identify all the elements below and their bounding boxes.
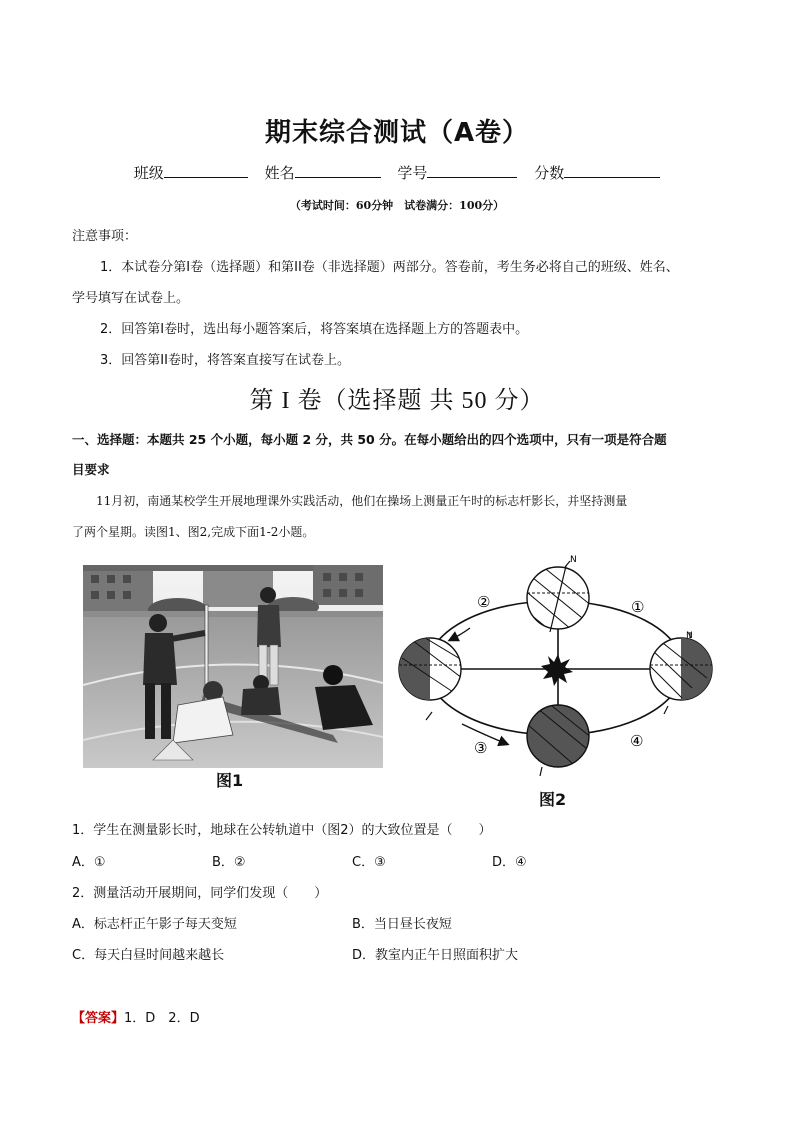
section-instruction-line2: 目要求 bbox=[72, 462, 110, 477]
figure-1-caption: 图1 bbox=[216, 771, 244, 790]
section-instruction bbox=[72, 425, 732, 485]
q1-option-b[interactable]: B．② bbox=[212, 855, 246, 870]
earth-position-left bbox=[399, 636, 462, 700]
answer-tag: 【答案】 bbox=[72, 1011, 125, 1026]
question-1-stem: 1．学生在测量影长时，地球在公转轨道中（图2）的大致位置是（ ） bbox=[72, 823, 492, 838]
q2-option-a[interactable]: A．标志杆正午影子每天变短 bbox=[72, 917, 237, 932]
earth-position-bottom bbox=[527, 705, 592, 776]
class-label: 班级 bbox=[133, 164, 164, 182]
question-material bbox=[72, 486, 732, 548]
name-label: 姓名 bbox=[264, 164, 295, 182]
note-item-2: 2．回答第I卷时，选出每小题答案后，将答案填在选择题上方的答题表中。 bbox=[100, 322, 529, 337]
orbit-label-2: ② bbox=[477, 593, 491, 611]
orbit-label-4: ④ bbox=[630, 732, 644, 750]
exam-meta: （考试时间：60分钟 试卷满分：100分） bbox=[289, 199, 505, 212]
class-field[interactable] bbox=[134, 162, 248, 183]
figure-1-photo bbox=[83, 565, 383, 768]
answer-line bbox=[72, 1007, 200, 1026]
orbit-label-3: ③ bbox=[474, 739, 488, 757]
q2-option-c[interactable]: C．每天白昼时间越来越长 bbox=[72, 948, 225, 963]
score-label: 分数 bbox=[534, 164, 565, 182]
q2-option-b[interactable]: B．当日昼长夜短 bbox=[352, 917, 452, 932]
figure-2-caption: 图2 bbox=[539, 790, 567, 809]
q1-option-c[interactable]: C．③ bbox=[352, 855, 386, 870]
material-line1: 11月初，南通某校学生开展地理课外实践活动，他们在操场上测量正午时的标志杆影长，并坚持测量 bbox=[96, 494, 628, 508]
q1-option-a[interactable]: A．① bbox=[72, 855, 106, 870]
exam-title: 期末综合测试（A卷） bbox=[264, 118, 530, 148]
sun-icon bbox=[541, 654, 573, 686]
student-info-row bbox=[0, 162, 794, 183]
q1-option-d[interactable]: D．④ bbox=[492, 855, 527, 870]
figure-2-orbit-diagram bbox=[392, 548, 722, 788]
name-field[interactable] bbox=[265, 162, 381, 183]
material-line2: 了两个星期。读图1、图2,完成下面1-2小题。 bbox=[72, 525, 315, 539]
question-2-stem: 2．测量活动开展期间，同学们发现（ ） bbox=[72, 886, 328, 901]
student-id-label: 学号 bbox=[397, 164, 428, 182]
note-item-3: 3．回答第II卷时，将答案直接写在试卷上。 bbox=[100, 353, 350, 368]
note-item-1: 1．本试卷分第I卷（选择题）和第II卷（非选择题）两部分。答卷前，考生务必将自己的班级、姓名、 bbox=[100, 260, 679, 275]
score-field[interactable] bbox=[534, 162, 660, 183]
orbit-label-1: ① bbox=[631, 598, 645, 616]
earth-position-right bbox=[650, 631, 712, 700]
section-title: 第 I 卷（选择题 共 50 分） bbox=[249, 388, 545, 414]
note-item-1-cont: 学号填写在试卷上。 bbox=[72, 291, 190, 306]
q2-option-d[interactable]: D．教室内正午日照面积扩大 bbox=[352, 948, 519, 963]
section-instruction-line1: 一、选择题：本题共 25 个小题，每小题 2 分，共 50 分。在每小题给出的四个选项中，只有一项是符合题 bbox=[72, 432, 667, 447]
answer-text: 1．D 2．D bbox=[124, 1011, 200, 1026]
pole-label-right: N bbox=[686, 631, 693, 641]
earth-position-top bbox=[520, 555, 597, 636]
notes-heading: 注意事项： bbox=[72, 229, 138, 244]
student-id-field[interactable] bbox=[397, 162, 517, 183]
pole-label-top: N bbox=[570, 555, 577, 565]
